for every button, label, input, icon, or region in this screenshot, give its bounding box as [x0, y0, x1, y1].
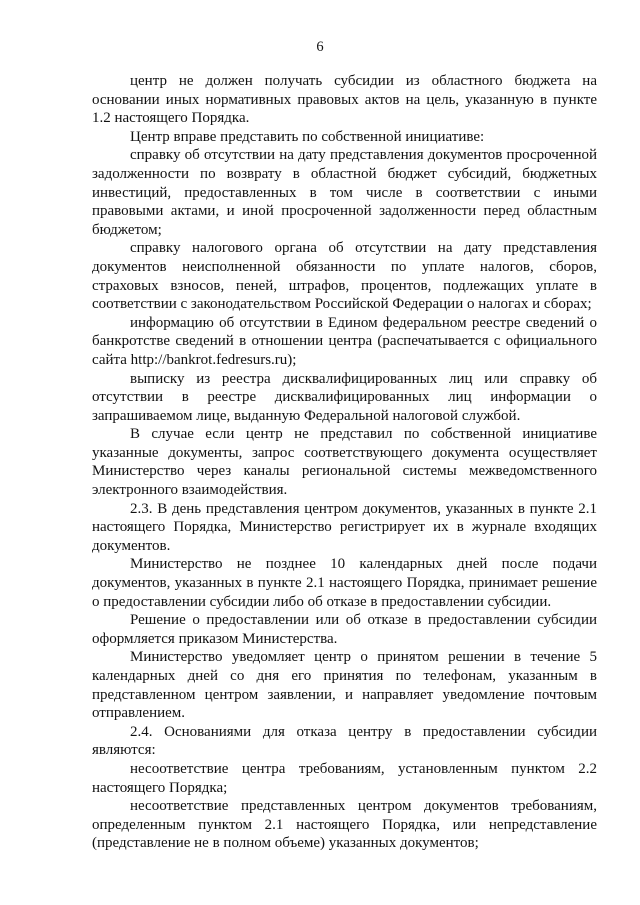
- paragraph-7: В случае если центр не представил по собственной инициативе указанные документы, запрос соответствующего документа осуществляет Министерство через каналы региональной системы межведомственного электронного взаимодействия.: [92, 426, 597, 499]
- paragraph-4: справку налогового органа об отсутствии на дату представления документов неисполненной обязанности по уплате налогов, сборов, страховых взносов, пеней, штрафов, процентов, подлежащих уплате в соответствии с законодательством Российской Федерации о налогах и сборах;: [92, 240, 597, 313]
- paragraph-10: Решение о предоставлении или об отказе в предоставлении субсидии оформляется приказом Министерства.: [92, 612, 597, 647]
- document-body: [92, 72, 597, 853]
- paragraph-13: несоответствие центра требованиям, установленным пунктом 2.2 настоящего Порядка;: [92, 760, 597, 796]
- paragraph-3: справку об отсутствии на дату представления документов просроченной задолженности по возврату в областной бюджет субсидий, бюджетных инвестиций, предоставленных в том числе в соответствии с иными правовыми актами, и иной просроченной задолженности перед областным бюджетом;: [92, 147, 597, 238]
- paragraph-9: Министерство не позднее 10 календарных дней после подачи документов, указанных в пункте 2.1 настоящего Порядка, принимает решение о предоставлении субсидии либо об отказе в предоставлении субсидии.: [92, 556, 597, 610]
- paragraph-1: центр не должен получать субсидии из областного бюджета на основании иных нормативных правовых актов на цель, указанную в пункте 1.2 настоящего Порядка.: [92, 73, 597, 127]
- paragraph-14: несоответствие представленных центром документов требованиям, определенным пунктом 2.1 настоящего Порядка, или непредставление (представление не в полном объеме) указанных документов;: [92, 798, 597, 852]
- page-number: 6: [316, 39, 324, 55]
- paragraph-11: Министерство уведомляет центр о принятом решении в течение 5 календарных дней со дня его принятия по телефонам, указанным в представленном центром заявлении, и направляет уведомление почтовым отправлением.: [92, 649, 597, 722]
- paragraph-12: 2.4. Основаниями для отказа центру в предоставлении субсидии являются:: [92, 723, 597, 759]
- paragraph-5: информацию об отсутствии в Едином федеральном реестре сведений о банкротстве сведений в отношении центра (распечатывается с официального сайта http://bankrot.fedresurs.ru);: [92, 314, 597, 368]
- paragraph-6: выписку из реестра дисквалифицированных лиц или справку об отсутствии в реестре дисквалифицированных лиц информации о запрашиваемом лице, выданную Федеральной налоговой службой.: [92, 370, 597, 424]
- paragraph-2: Центр вправе представить по собственной инициативе:: [130, 128, 485, 145]
- paragraph-8: 2.3. В день представления центром документов, указанных в пункте 2.1 настоящего Порядка, Министерство регистрирует их в журнале входящих документов.: [92, 500, 597, 554]
